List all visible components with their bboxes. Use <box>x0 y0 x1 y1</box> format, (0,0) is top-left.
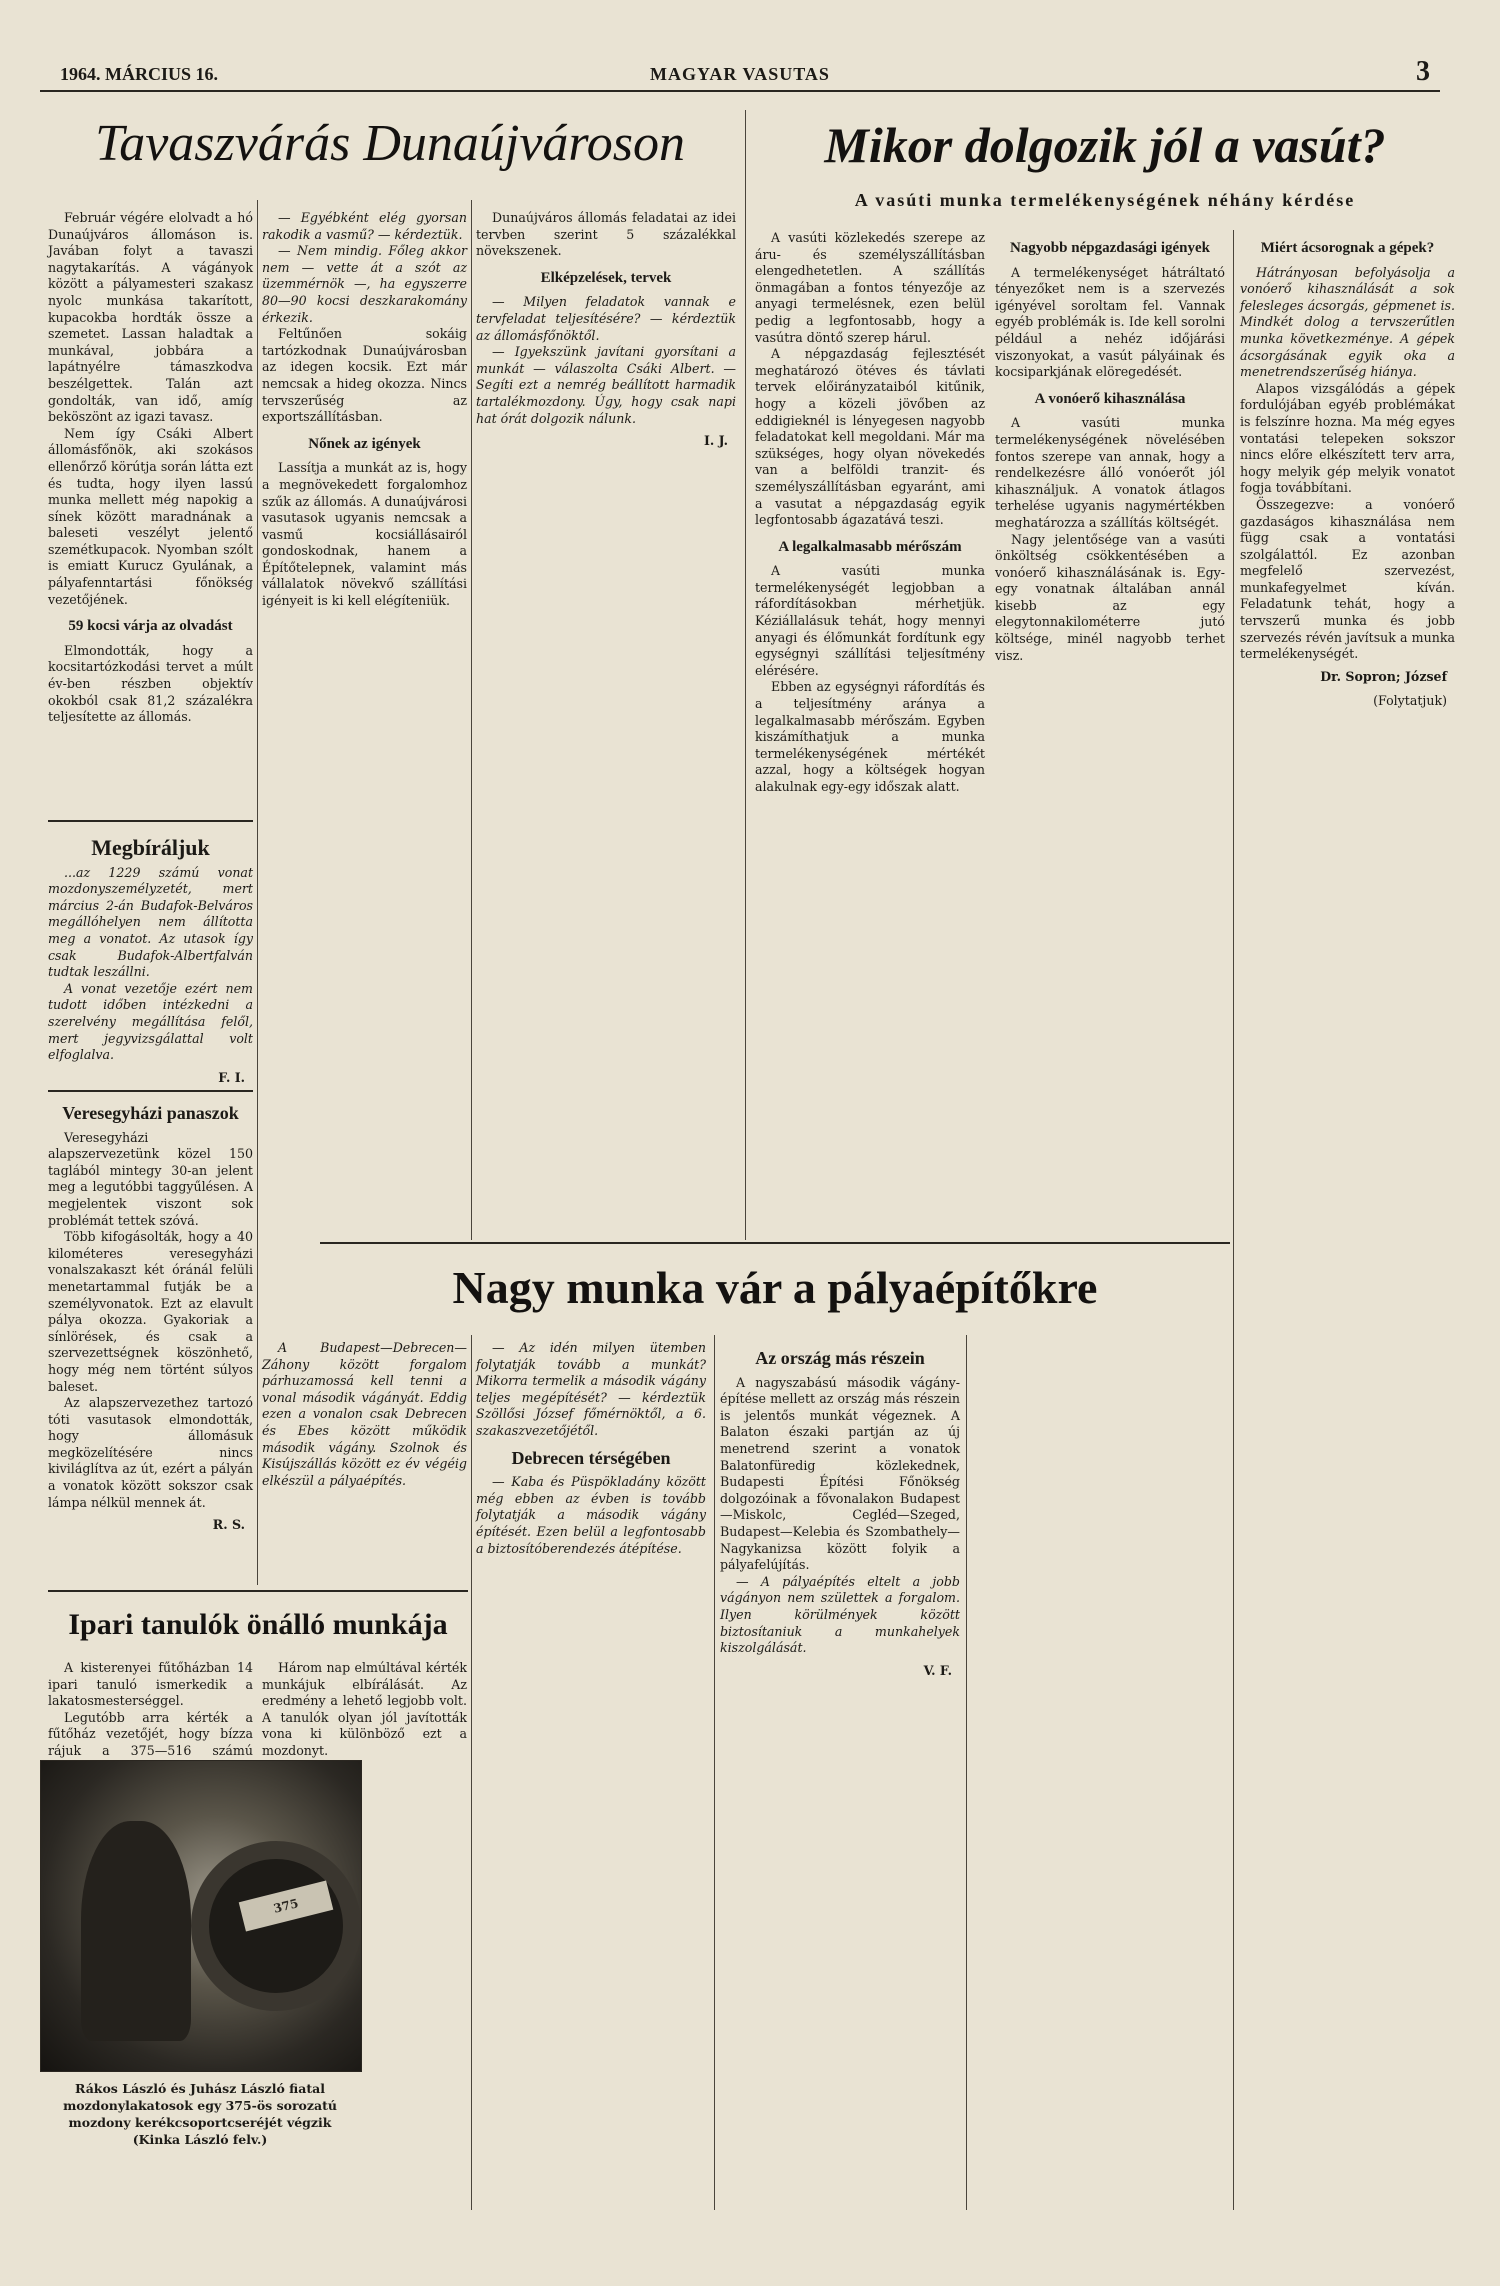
paragraph: A vasúti munka termelékenységének növelésében fontos szerepe van annak, hogy a rendelkezésre álló vonóerőt jól kihasználjuk. A vonatok átlagos terhelése ugyanis nagymértékben meghatározza a szállítás költségét. <box>995 415 1225 530</box>
article-nagymunka-col2 <box>476 1340 706 2210</box>
article-signature: Dr. Sopron; József <box>1320 668 1447 684</box>
column-rule <box>966 1335 967 2210</box>
article-tavaszvaras-col2 <box>262 210 467 1230</box>
divider <box>48 1590 468 1592</box>
paragraph: Február végére elolvadt a hó Dunaújváros állomáson is. Javában folyt a tavaszi nagytakarítás. A vágányok között a pályamesteri szakasz nyolc munkása takarított, kupacokba hordták össze a szemetet. Lassan haladtak a munkával, jobbára a lapátnyélre támaszkodva beszélgettek. Talán azt gondolták, van idő, amíg beköszönt az igazi tavasz. <box>48 210 253 425</box>
paragraph: — Kaba és Püspökladány között még ebben az évben is tovább folytatják a második vágány építését. Ezen belül a legfontosabb a biztosítóberendezés átépítése. <box>476 1474 706 1556</box>
article-continued-note: (Folytatjuk) <box>1373 693 1447 709</box>
paragraph: ...az 1229 számú vonat mozdonyszemélyzetét, mert március 2-án Budafok-Belváros megállóhelyen nem állította meg a vonatot. Az utasok így csak Budafok-Albertfalván tudtak leszállni. <box>48 864 253 980</box>
paragraph: A vonat vezetője ezért nem tudott időben intézkedni a szerelvény megállítása felől, mert jegyvizsgálattal volt elfoglalva. <box>48 980 253 1063</box>
locomotive-wheel <box>191 1841 361 2011</box>
paragraph: Három nap elmúltával kérték munkájuk elbírálását. Az eredmény a lehető legjobb volt. A tanulók olyan jól javították vona ki különböző ezt a mozdonyt. <box>262 1660 467 1758</box>
paragraph: Az alapszervezethez tartozó tóti vasutasok elmondották, hogy állomásuk megközelítésére nincs kiviláglítva az út, ezért a pályán a vonatok között sokszor csak lámpa nélkül mennek át. <box>48 1395 253 1510</box>
locomotive-number-plate: 375 <box>239 1881 334 1932</box>
column-rule <box>471 200 472 1240</box>
article-mikor-col2 <box>995 230 1225 2210</box>
article-signature: F. I. <box>218 1069 245 1085</box>
article-mikor-col1 <box>755 230 985 1230</box>
paragraph: Nem így Csáki Albert állomásfőnök, aki szokásos ellenőrző körútja során látta ezt és tudta, hogy ilyen lassú munka mellett még napokig a sínek között maradnának a baleseti veszélyt jelentő szemétkupacok. Nyomban szólt is emiatt Kurucz Gyulának, a pályafenntartási főnökség vezetőjének. <box>48 425 253 607</box>
article-tavaszvaras-col3 <box>476 210 736 1230</box>
section-heading: Debrecen térségében <box>511 1447 671 1468</box>
section-heading: Az ország más részein <box>755 1348 925 1368</box>
paragraph: — Az idén milyen ütemben folytatják tovább a munkát? Mikorra termelik a második vágány teljes megépítését? — kérdeztük Szöllősi József főmérnöktől, a 6. szakaszvezetőjétől. <box>476 1340 706 1438</box>
paragraph: — Egyébként elég gyorsan rakodik a vasmű? — kérdeztük. <box>262 210 467 242</box>
caption-text: Rákos László és Juhász László fiatal mozdonylakatosok egy 375-ös sorozatú mozdony kerékcsoportcseréjét végzik <box>63 2081 337 2130</box>
paragraph: Legutóbb arra kérték a fűtőház vezetőjét, hogy bízza rájuk a 375—516 számú <box>48 1709 253 1758</box>
worker-figure <box>81 1821 191 2041</box>
paragraph: Veresegyházi alapszervezetünk közel 150 taglából mintegy 30-an jelent meg a legutóbbi taggyűlésen. A megjelentek viszont sok problémát tettek szóvá. <box>48 1129 253 1228</box>
paragraph: A vasúti közlekedés szerepe az áru- és személyszállításban elengedhetetlen. A szállítás önmagában a fontos tényezője az anyagi termelésnek, ezen belül pedig a legfontosabb, hogy a vasútra döntő szerep hárul. <box>755 230 985 345</box>
section-heading: Elképzelések, tervek <box>540 269 672 286</box>
paragraph: Nagy jelentősége van a vasúti önköltség csökkentésében a vonóerő kihasználásának is. Egy-egy vonatnak általában annál kisebb az egy elegytonnakilométerre jutó költsége, minél nagyobb terhet visz. <box>995 531 1225 663</box>
section-heading: A legalkalmasabb mérőszám <box>778 538 962 555</box>
article-ipari-col2 <box>262 1660 467 1758</box>
header-paper-name: MAGYAR VASUTAS <box>650 64 830 84</box>
column-rule <box>1233 230 1234 2210</box>
page-header <box>40 50 1440 92</box>
article-nagymunka-col3 <box>720 1340 960 2210</box>
column-rule <box>471 1335 472 2210</box>
section-title: Veresegyházi panaszok <box>62 1103 239 1123</box>
article-tavaszvaras-title: Tavaszvárás Dunaújvároson <box>95 115 685 172</box>
paragraph: Ebben az egységnyi ráfordítás és a teljesítmény aránya a legalkalmasabb mérőszám. Egyben kiszámíthatjuk a munka termelékenységének mértékét azzal, hogy a költségek hogyan alakulnak egy-egy időszak alatt. <box>755 679 985 794</box>
section-heading: Nőnek az igények <box>308 435 421 452</box>
article-signature: I. J. <box>703 433 728 449</box>
paragraph: Alapos vizsgálódás a gépek fordulójában egyéb problémákat is felszínre hozna. Ma még egyes vontatási telepeken sokszor nincs előre elkészített terv arra, hogy melyik gép melyik vonatot fogja továbbítani. <box>1240 380 1455 496</box>
section-heading: A vonóerő kihasználása <box>1034 390 1186 407</box>
article-nagymunka-title: Nagy munka vár a pályaépítőkre <box>452 1262 1098 1313</box>
paragraph: A nagyszabású második vágány-építése mellett az ország más részein is jelentős munkát végeznek. A Balaton északi partján az új menetrend szerint a vonatok Balatonfüredig közlekednek, Budapesti Építési Főnökség dolgozóinak a fővonalakon Budapest—Miskolc, Cegléd—Szeged, Budapest—Kelebia és Szombathely—Nagykanizsa között folyik a pályafelújítás. <box>720 1374 960 1573</box>
divider <box>320 1242 1230 1244</box>
column-rule <box>714 1335 715 2210</box>
column-rule <box>257 200 258 1585</box>
paragraph: Több kifogásolták, hogy a 40 kilométeres veresegyházi vonalszakaszt két óránál felüli menetartammal futják be a személyvonatok. Ezt az elavult pálya okozza. Gyakoriak a sínlörések, és csak a szervezettségnek köszönhető, hogy még nem történt súlyos baleset. <box>48 1229 253 1394</box>
column-rule <box>745 110 746 1240</box>
section-heading: Nagyobb népgazdasági igények <box>1009 240 1211 256</box>
article-mikor-col3 <box>1240 230 1455 2210</box>
section-heading: Miért ácsorognak a gépek? <box>1260 240 1435 256</box>
paragraph: Összegezve: a vonóerő gazdaságos kihasználása nem függ csak a vontatási szolgálattól. Ez azonban megfelelő szervezést, munkafegyelmet kíván. Feladatunk tehát, hogy a tervszerű munka és jobb szervezés révén javítsuk a munka termelékenységét. <box>1240 496 1455 662</box>
paragraph: A vasúti munka termelékenységét legjobban a ráfordításokban mérhetjük. Kéziállalásuk tehát, hogy mennyi anyagi és élőmunkát fordítunk egy egységnyi szállítási teljesítmény elérésére. <box>755 563 985 678</box>
paragraph: A termelékenységet hátráltató tényezőket nem is a szervezés igényével soroltam fel. Vannak egyéb problémák is. Ide kell sorolni például a nehéz időjárási viszonyokat, a vasút pályáinak és kocsiparkjának elöregedését. <box>995 264 1225 380</box>
paragraph: — A pályaépítés eltelt a jobb vágányon nem születtek a forgalom. Ilyen körülmények között biztosítaniuk a munkahelyek kiszolgálását. <box>720 1573 960 1656</box>
divider <box>48 820 253 822</box>
article-tavaszvaras-col1 <box>48 210 253 740</box>
divider <box>48 1090 253 1092</box>
paragraph: Elmondották, hogy a kocsitartózkodási tervet a múlt év-ben részben objektív okokból csak 81,2 százalékra teljesítette az állomás. <box>48 642 253 725</box>
article-nagymunka-col1 <box>262 1340 467 1580</box>
article-signature: V. F. <box>923 1662 952 1678</box>
photo-credit: (Kinka László felv.) <box>132 2132 268 2147</box>
paragraph: Dunaújváros állomás feladatai az idei tervben szerint 5 százalékkal növekszenek. <box>476 210 736 259</box>
article-mikor-title: Mikor dolgozik jól a vasút? <box>824 117 1386 173</box>
locomotive-photo <box>40 1760 362 2072</box>
header-date: 1964. MÁRCIUS 16. <box>60 64 219 84</box>
section-heading: 59 kocsi várja az olvadást <box>68 618 233 635</box>
article-veresegyhazi <box>48 1095 253 1585</box>
paragraph: Feltűnően sokáig tartózkodnak Dunaújvárosban az idegen kocsik. Ezt már nemcsak a hideg okozza. Nincs tervszerűség az exportszállításban. <box>262 326 467 425</box>
section-title: Megbíráljuk <box>91 835 210 860</box>
paragraph: A Budapest—Debrecen—Záhony között forgalom párhuzamossá kell tenni a vonal második vágányát. Eddig ezen a vonalon csak Debrecen és Ebes között működik második vágány. Szolnok és Kisújszállás között ez év végéig elkészül a pályaépítés. <box>262 1340 467 1488</box>
paragraph: — Igyekszünk javítani gyorsítani a munkát — válaszolta Csáki Albert. — Segíti ezt a nemrég beállított harmadik tartalékmozdony. Úgy, hogy csak napi hat órát dolgozik nálunk. <box>476 344 736 426</box>
article-ipari-title: Ipari tanulók önálló munkája <box>68 1608 448 1641</box>
paragraph: A kisterenyei fűtőházban 14 ipari tanuló ismerkedik a lakatosmesterséggel. <box>48 1660 253 1709</box>
article-signature: R. S. <box>212 1517 245 1533</box>
paragraph: — Milyen feladatok vannak e tervfeladat teljesítésére? — kérdeztük az állomásfőnöktől. <box>476 294 736 343</box>
article-mikor-subtitle: A vasúti munka termelékenységének néhány kérdése <box>854 190 1356 210</box>
photo-caption <box>40 2080 360 2148</box>
article-ipari-col1 <box>48 1660 253 1758</box>
header-page-number: 3 <box>1416 56 1430 87</box>
paragraph: A népgazdaság fejlesztését meghatározó ötéves és távlati tervek előirányzataiból kitűnik, hogy a közeli jövőben az eddigieknél is lényegesen nagyobb feladatokat kell megoldani. Már ma szükséges, hogy olyan növekedés van a belföldi tranzit- és személyszállításban egyaránt, ami a vasutat a népgazdaság egyik legfontosabb ágazatává teszi. <box>755 346 985 528</box>
article-megbiraljuk <box>48 830 253 1085</box>
paragraph: Hátrányosan befolyásolja a vonóerő kihasználását a sok felesleges ácsorgás, gépmenet is. Mindkét dolog a tervszerűtlen munka következménye. A gépek ácsorgásának egyik oka a menetrendszerűség hiánya. <box>1240 264 1455 380</box>
paragraph: — Nem mindig. Főleg akkor nem — vette át a szót az üzemmérnök —, ha egyszerre 80—90 kocsi deszkarakomány érkezik. <box>262 243 467 325</box>
paragraph: Lassítja a munkát az is, hogy a megnövekedett forgalomhoz szűk az állomás. A dunaújvárosi vasutasok ugyanis nemcsak a vasmű kocsiállásairól gondoskodnak, hanem a Építőtelepnek, valamint más vállalatok növekvő szállítási igényeit is ki kell elégíteniük. <box>262 460 467 609</box>
